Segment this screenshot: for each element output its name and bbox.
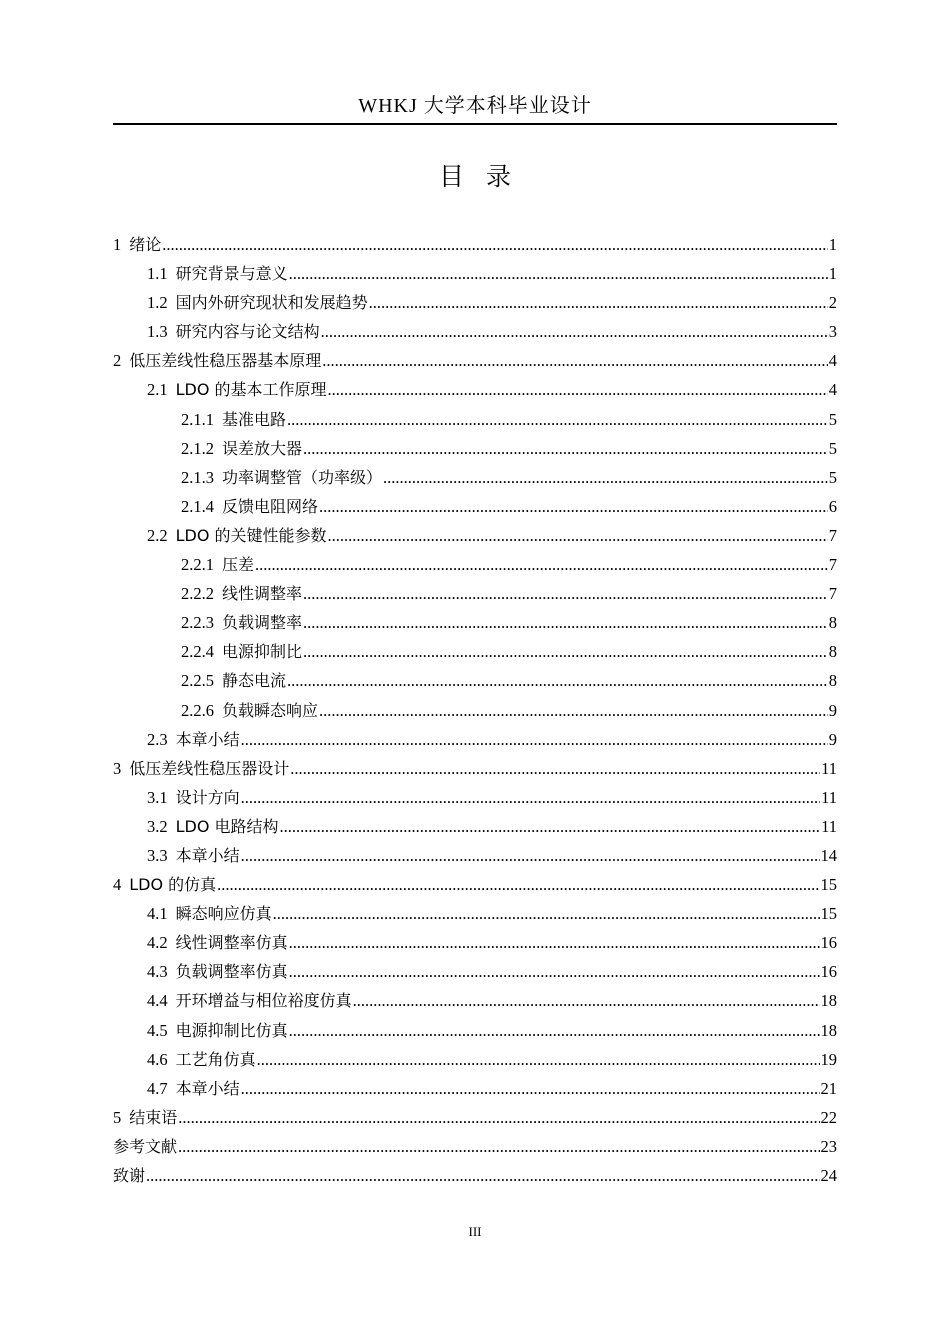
toc-entry-page: 16 [820,933,837,953]
toc-leader-dots [178,1132,819,1161]
toc-entry-page: 8 [828,642,837,662]
toc-entry[interactable] [113,1074,837,1103]
toc-entry-title: LDO 的关键性能参数 [175,525,327,545]
toc-entry-title: 致谢 [113,1166,146,1185]
toc-entry-page: 4 [828,351,837,371]
toc-entry-number: 4 [113,875,122,895]
toc-entry-number: 2.2.5 [181,671,214,691]
toc-entry[interactable] [113,230,837,259]
toc-entry[interactable] [113,405,837,434]
page-number: III [468,1224,482,1239]
toc-leader-dots [280,812,821,841]
toc-entry-page: 18 [820,1020,837,1040]
toc-leader-dots [322,346,827,375]
toc-entry[interactable] [113,288,837,317]
toc-entry-title: 开环增益与相位裕度仿真 [175,991,352,1011]
toc-leader-dots [241,783,820,812]
toc-entry-page: 16 [820,962,837,982]
toc-entry-title: 研究背景与意义 [175,264,288,284]
toc-entry-number: 1.3 [147,322,168,342]
toc-entry-number: 4.1 [147,904,168,924]
toc-entry[interactable] [113,637,837,666]
toc-entry[interactable] [113,1103,837,1132]
toc-entry-number: 3.3 [147,845,168,865]
toc-leader-dots [241,841,820,870]
toc-leader-dots [383,463,828,492]
toc-entry-page: 7 [828,525,837,545]
toc-entry-number: 4.6 [147,1049,168,1069]
toc-leader-dots [303,637,828,666]
toc-entry-title: 反馈电阻网络 [222,496,319,516]
toc-entry-number: 4.5 [147,1020,168,1040]
toc-entry-title: 误差放大器 [222,438,303,458]
toc-entry-title: 国内外研究现状和发展趋势 [175,293,368,313]
toc-entry[interactable] [113,317,837,346]
toc-entry[interactable] [113,899,837,928]
header-rule [113,123,837,125]
toc-leader-dots [287,666,828,695]
toc-entry[interactable] [113,986,837,1015]
toc-entry-page: 7 [828,555,837,575]
toc-entry-number: 4.7 [147,1078,168,1098]
toc-entry[interactable] [113,957,837,986]
toc-entry-page: 15 [820,904,837,924]
toc-entry-number: 4.2 [147,933,168,953]
toc-entry[interactable] [113,463,837,492]
toc-entry-title: LDO 的基本工作原理 [175,380,327,400]
toc-entry[interactable] [113,346,837,375]
toc-leader-dots [303,434,828,463]
toc-entry-page: 4 [828,380,837,400]
toc-entry-page: 5 [828,438,837,458]
toc-entry-number: 2.1.1 [181,409,214,429]
toc-entry-number: 2.1.4 [181,496,214,516]
toc-entry-number: 2.2.4 [181,642,214,662]
toc-entry-title: 低压差线性稳压器设计 [129,758,290,778]
toc-entry-number: 2.1 [147,380,168,400]
toc-entry-number: 1.2 [147,293,168,313]
toc-entry-number: 2.2.2 [181,584,214,604]
toc-entry-number: 3.1 [147,787,168,807]
table-of-contents [113,230,837,1190]
toc-entry[interactable] [113,434,837,463]
toc-leader-dots [290,754,820,783]
toc-entry-number: 4.3 [147,962,168,982]
toc-entry[interactable] [113,696,837,725]
toc-entry-number: 3 [113,758,122,778]
toc-entry[interactable] [113,1045,837,1074]
toc-leader-dots [287,405,828,434]
toc-entry-title: 线性调整率仿真 [175,933,288,953]
toc-entry[interactable] [113,579,837,608]
toc-entry-page: 23 [820,1136,837,1156]
toc-entry-page: 14 [820,845,837,865]
toc-leader-dots [303,579,828,608]
toc-leader-dots [289,957,820,986]
toc-entry-title: 本章小结 [175,729,240,749]
toc-entry-number: 1 [113,235,122,254]
toc-leader-dots [289,259,828,288]
toc-entry[interactable] [113,1132,837,1161]
toc-entry-page: 5 [828,467,837,487]
toc-entry[interactable] [113,754,837,783]
toc-entry[interactable] [113,725,837,754]
toc-leader-dots [146,1161,819,1190]
toc-entry-number: 5 [113,1107,122,1127]
toc-entry[interactable] [113,608,837,637]
toc-entry-title: 绪论 [129,235,162,254]
toc-entry-title: 结束语 [129,1107,178,1127]
toc-entry-number: 2.1.2 [181,438,214,458]
toc-entry[interactable] [113,375,837,404]
toc-leader-dots [241,1074,820,1103]
toc-entry-title: 研究内容与论文结构 [175,322,320,342]
toc-entry-title: 功率调整管（功率级） [222,467,383,487]
toc-leader-dots [319,696,828,725]
toc-entry[interactable] [113,841,837,870]
toc-leader-dots [328,521,828,550]
toc-entry-number: 2 [113,351,122,371]
toc-leader-dots [328,375,828,404]
toc-entry-title: 静态电流 [222,671,287,691]
toc-entry-page: 18 [820,991,837,1011]
toc-entry-number: 2.2.1 [181,555,214,575]
toc-entry-page: 11 [821,816,837,836]
toc-leader-dots [257,1045,820,1074]
toc-entry-page: 19 [820,1049,837,1069]
toc-leader-dots [289,1016,820,1045]
toc-leader-dots [241,725,828,754]
toc-entry-title: 本章小结 [175,1078,240,1098]
toc-entry-page: 1 [828,264,837,284]
toc-entry-page: 1 [828,235,837,254]
toc-entry[interactable] [113,259,837,288]
toc-entry[interactable] [113,492,837,521]
toc-entry-page: 21 [820,1078,837,1098]
toc-entry-number: 4.4 [147,991,168,1011]
toc-entry-page: 15 [820,875,837,895]
toc-leader-dots [162,230,827,259]
toc-entry-title: 电源抑制比 [222,642,303,662]
toc-entry-title: 低压差线性稳压器基本原理 [129,351,322,371]
toc-entry-page: 22 [820,1107,837,1127]
toc-title: 目录 [438,162,533,191]
toc-entry[interactable] [113,521,837,550]
toc-entry-page: 3 [828,322,837,342]
toc-entry-title: 电源抑制比仿真 [175,1020,288,1040]
toc-leader-dots [321,317,828,346]
toc-entry[interactable] [113,1016,837,1045]
toc-entry-title: LDO 电路结构 [175,816,279,836]
toc-entry-page: 6 [828,496,837,516]
toc-entry[interactable] [113,928,837,957]
toc-leader-dots [369,288,828,317]
toc-entry-title: 负载瞬态响应 [222,700,319,720]
toc-entry[interactable] [113,870,837,899]
toc-entry-title: 参考文献 [113,1136,178,1156]
toc-entry-title: LDO 的仿真 [129,875,217,895]
toc-leader-dots [319,492,828,521]
toc-entry-number: 2.3 [147,729,168,749]
toc-entry-title: 本章小结 [175,845,240,865]
toc-leader-dots [303,608,828,637]
toc-entry-number: 2.2.6 [181,700,214,720]
toc-entry-page: 11 [821,758,837,778]
toc-entry-title: 线性调整率 [222,584,303,604]
toc-leader-dots [353,986,820,1015]
toc-entry-page: 8 [828,671,837,691]
toc-entry-number: 2.2.3 [181,613,214,633]
toc-entry[interactable] [113,550,837,579]
toc-entry-page: 2 [828,293,837,313]
toc-leader-dots [178,1103,819,1132]
toc-entry-title: 基准电路 [222,409,287,429]
toc-entry-title: 工艺角仿真 [175,1049,256,1069]
toc-entry-page: 11 [821,787,837,807]
toc-entry-number: 2.2 [147,525,168,545]
toc-entry-number: 1.1 [147,264,168,284]
toc-entry-number: 2.1.3 [181,467,214,487]
toc-entry[interactable] [113,666,837,695]
toc-leader-dots [217,870,819,899]
toc-entry-title: 负载调整率仿真 [175,962,288,982]
toc-entry-number: 3.2 [147,816,168,836]
toc-entry-page: 8 [828,613,837,633]
toc-entry-page: 9 [828,729,837,749]
toc-entry-page: 24 [820,1166,837,1185]
toc-entry[interactable] [113,783,837,812]
toc-leader-dots [289,928,820,957]
toc-entry-title: 瞬态响应仿真 [175,904,272,924]
toc-leader-dots [255,550,828,579]
toc-entry-title: 负载调整率 [222,613,303,633]
toc-entry-title: 压差 [222,555,255,575]
toc-entry-title: 设计方向 [175,787,240,807]
toc-entry-page: 9 [828,700,837,720]
toc-leader-dots [273,899,820,928]
running-header: WHKJ 大学本科毕业设计 [358,95,592,117]
toc-entry[interactable] [113,1161,837,1190]
toc-entry-page: 5 [828,409,837,429]
toc-entry[interactable] [113,812,837,841]
toc-entry-page: 7 [828,584,837,604]
